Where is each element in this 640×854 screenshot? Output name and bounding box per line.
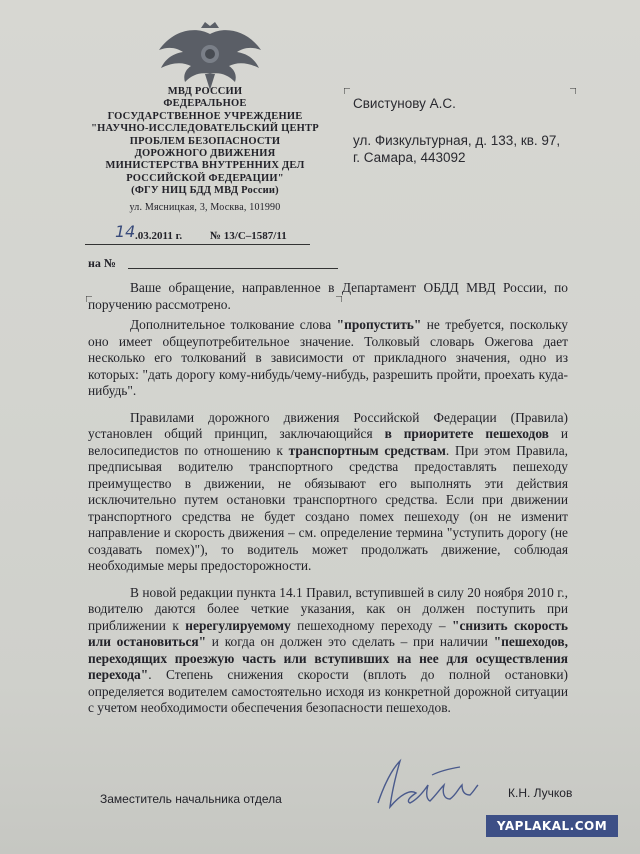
registration-underline <box>85 244 310 245</box>
reference-underline <box>128 268 338 269</box>
handwritten-date: 14 <box>115 222 136 241</box>
org-line: МИНИСТЕРСТВА ВНУТРЕННИХ ДЕЛ <box>105 160 305 172</box>
organization-block <box>70 86 340 214</box>
double-headed-eagle-emblem <box>155 20 265 92</box>
org-line: ФЕДЕРАЛЬНОЕ <box>163 98 247 110</box>
signatory-name: К.Н. Лучков <box>508 786 573 800</box>
paragraph-3: Правилами дорожного движения Российской Федерации (Правила) установлен общий принцип, заключающийся в приоритете пешеходов и велосипедистов по отношению к транспортным средствам. При этом Правила, предписывая водителю транспортного средства предоставлять пешеходу преимущество в движении, не обязывают его выполнять эти действия исключительно путем остановки транспортного средства. Если при движении транспортного средства не будет создано помех пешеходу (он не изменит направление и скорость движения – см. определение термина "уступить дорогу (не создавать помех)"), то водитель может продолжать движение, соблюдая необходимые меры предосторожности. <box>88 409 568 573</box>
letter-body <box>88 280 568 727</box>
corner-mark-recipient-tr <box>570 88 576 94</box>
reference-line <box>88 256 116 271</box>
paragraph-2: Дополнительное толкование слова "пропустить" не требуется, поскольку оно имеет общеупотребительное значение. Толковый словарь Ожегова дает несколько его толкований в зависимости от прикладного значения, одно из которых: "дать дорогу кому-нибудь/чему-нибудь, разрешить пройти, проехать куда-нибудь". <box>88 317 568 398</box>
org-line: ДОРОЖНОГО ДВИЖЕНИЯ <box>134 148 276 160</box>
paragraph-1: Ваше обращение, направленное в Департамент ОБДД МВД России, по поручению рассмотрено. <box>88 280 568 312</box>
printed-date: .03.2011 г. <box>135 230 183 242</box>
org-line: (ФГУ НИЦ БДД МВД России) <box>131 185 279 197</box>
org-line: "НАУЧНО-ИССЛЕДОВАТЕЛЬСКИЙ ЦЕНТР <box>91 123 319 135</box>
document-number: № 13/С–1587/11 <box>210 230 287 242</box>
corner-mark-recipient-tl <box>344 88 350 94</box>
recipient-name: Свистунову А.С. <box>353 96 456 111</box>
org-address: ул. Мясницкая, 3, Москва, 101990 <box>129 201 281 213</box>
recipient-city: г. Самара, 443092 <box>353 150 466 165</box>
org-line: ГОСУДАРСТВЕННОЕ УЧРЕЖДЕНИЕ <box>107 110 303 122</box>
paragraph-4: В новой редакции пункта 14.1 Правил, вступившей в силу 20 ноября 2010 г., водителю даются более четкие указания, как он должен поступить при приближении к нерегулируемому пешеходному переходу – "снизить скорость или остановиться" и когда он должен это сделать – при наличии "пешеходов, переходящих проезжую часть или вступивших на нее для осуществления перехода". Степень снижения скорости (вплоть до полной остановки) определяется водителем самостоятельно исходя из конкретной дорожной ситуации с учетом необходимости обеспечения безопасности пешеходов. <box>88 584 568 715</box>
recipient-block <box>353 95 560 166</box>
org-line: РОССИЙСКОЙ ФЕДЕРАЦИИ" <box>126 172 284 184</box>
recipient-street: ул. Физкультурная, д. 133, кв. 97, <box>353 133 561 148</box>
org-line: МВД РОССИИ <box>167 86 243 97</box>
org-line: ПРОБЛЕМ БЕЗОПАСНОСТИ <box>129 135 281 147</box>
handwritten-signature <box>370 755 485 815</box>
signatory-position: Заместитель начальника отдела <box>100 792 282 806</box>
reference-label: на № <box>88 256 116 270</box>
site-watermark: YAPLAKAL.COM <box>486 815 618 837</box>
